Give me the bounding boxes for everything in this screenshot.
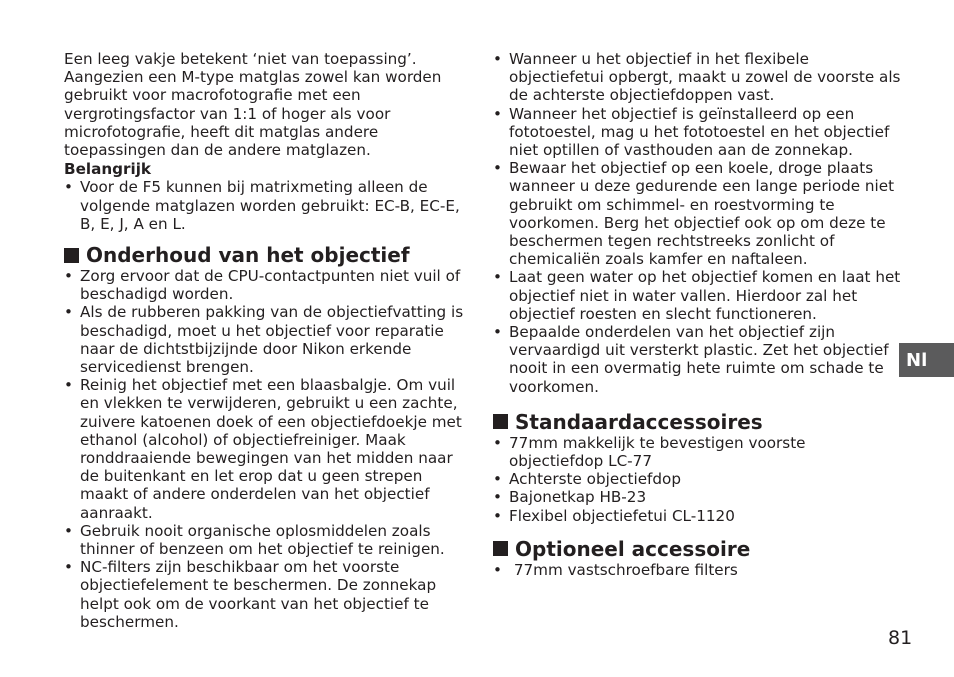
square-bullet-icon bbox=[493, 541, 508, 556]
bullet-icon: • bbox=[493, 159, 502, 178]
list-item: • Wanneer u het objectief in het flexibele objectiefetui opbergt, maakt u zowel de voorste als de achterste objectiefdoppen vast. bbox=[493, 50, 901, 105]
left-column bbox=[64, 50, 472, 631]
bullet-icon: • bbox=[64, 303, 73, 322]
list-item: • Gebruik nooit organische oplosmiddelen zoals thinner of benzeen om het objectief te reinigen. bbox=[64, 521, 445, 559]
square-bullet-icon bbox=[64, 248, 79, 263]
section-heading-maintenance: Onderhoud van het objectief bbox=[64, 243, 472, 267]
bullet-icon: • bbox=[493, 506, 502, 525]
list-item: • NC-filters zijn beschikbaar om het voorste objectiefelement te beschermen. De zonnekap helpt ook om de voorkant van het objectief te beschermen. bbox=[64, 558, 437, 631]
bullet-icon: • bbox=[493, 50, 502, 68]
bullet-icon: • bbox=[493, 268, 502, 287]
list-item: • Zorg ervoor dat de CPU-contactpunten niet vuil of beschadigd worden. bbox=[64, 267, 461, 304]
bullet-icon: • bbox=[493, 470, 502, 489]
bullet-icon: • bbox=[64, 376, 73, 395]
maintenance-list bbox=[64, 267, 472, 631]
bullet-icon: • bbox=[493, 104, 502, 123]
list-item: • Bewaar het objectief op een koele, droge plaats wanneer u deze gedurende een lange periode niet gebruikt om schimmel- en roestvorming te voorkomen. Berg het objectief ook op om deze te beschermen tegen rechtstreeks zonlicht of chemicaliën zoals kamfer en naftaleen. bbox=[493, 159, 895, 269]
list-item: • Achterste objectiefdop bbox=[493, 470, 681, 489]
list-item: • Voor de F5 kunnen bij matrixmeting alleen de volgende matglazen worden gebruikt: EC-B, EC-E, B, E, J, A en L. bbox=[64, 178, 460, 233]
care-list bbox=[493, 50, 903, 396]
language-tab: Nl bbox=[899, 343, 954, 377]
optional-accessory-list bbox=[493, 561, 903, 579]
list-item: • Als de rubberen pakking van de objectiefvatting is beschadigd, moet u het objectief voor reparatie naar de dichtstbijzijnde door Nikon erkende servicedienst brengen. bbox=[64, 303, 464, 377]
section-heading-optional-accessory: Optioneel accessoire bbox=[493, 537, 903, 561]
bullet-icon: • bbox=[493, 488, 502, 507]
bullet-icon: • bbox=[64, 521, 73, 540]
square-bullet-icon bbox=[493, 414, 508, 429]
important-label: Belangrijk bbox=[64, 160, 152, 179]
list-item: • Bajonetkap HB-23 bbox=[493, 488, 647, 507]
list-item: • Reinig het objectief met een blaasbalgje. Om vuil en vlekken te verwijderen, gebruikt u een zachte, zuivere katoenen doek of een objectiefdoekje met ethanol (alcohol) of objectiefreiniger. Maak ronddraaiende bewegingen van het midden naar de buitenkant en let erop dat u geen strepen maakt of andere onderdelen van het objectief aanraakt. bbox=[64, 376, 462, 522]
right-column bbox=[493, 50, 903, 579]
list-item: • Laat geen water op het objectief komen en laat het objectief niet in water vallen. Hierdoor zal het objectief roesten en slecht functioneren. bbox=[493, 268, 901, 323]
bullet-icon: • bbox=[64, 558, 73, 577]
intro-paragraph: Een leeg vakje betekent ‘niet van toepassing’. Aangezien een M-type matglas zowel kan worden gebruikt voor macrofotografie met een vergrotingsfactor van 1:1 of hoger als voor microfotografie, heeft dit matglas andere toepassingen dan de andere matglazen. bbox=[64, 50, 442, 160]
bullet-icon: • bbox=[64, 178, 73, 197]
bullet-icon: • bbox=[493, 433, 502, 452]
standard-accessories-list bbox=[493, 434, 903, 525]
important-list bbox=[64, 178, 472, 233]
list-item: • Flexibel objectiefetui CL-1120 bbox=[493, 506, 735, 525]
list-item: • 77mm vastschroefbare filters bbox=[493, 560, 738, 579]
list-item: • Bepaalde onderdelen van het objectief zijn vervaardigd uit versterkt plastic. Zet het objectief nooit in een overmatig hete ruimte om schade te voorkomen. bbox=[493, 323, 889, 396]
list-item: • Wanneer het objectief is geïnstalleerd op een fototoestel, mag u het fototoestel en het objectief niet optillen of vasthouden aan de zonnekap. bbox=[493, 104, 890, 160]
section-heading-standard-accessories: Standaardaccessoires bbox=[493, 410, 903, 434]
bullet-icon: • bbox=[493, 560, 502, 579]
bullet-icon: • bbox=[493, 323, 502, 342]
list-item: • 77mm makkelijk te bevestigen voorste objectiefdop LC-77 bbox=[493, 433, 806, 471]
bullet-icon: • bbox=[64, 267, 73, 286]
page-number: 81 bbox=[888, 627, 913, 649]
